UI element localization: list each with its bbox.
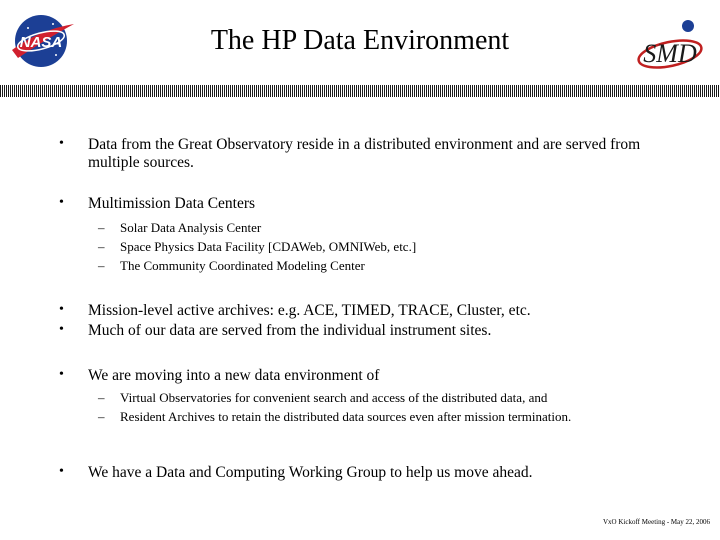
slide-footer: VxO Kickoff Meeting - May 22, 2006: [603, 518, 710, 526]
sub-text: Virtual Observatories for convenient search and access of the distributed data, and: [120, 390, 548, 405]
svg-text:SMD: SMD: [643, 39, 697, 68]
bullet-icon: •: [59, 464, 64, 479]
dash-icon: –: [98, 258, 105, 273]
bullet-icon: •: [59, 136, 64, 151]
bullet-icon: •: [59, 195, 64, 210]
slide-title: The HP Data Environment: [210, 25, 510, 56]
dash-icon: –: [98, 239, 105, 254]
sub-text: Solar Data Analysis Center: [120, 220, 262, 235]
sub-text: The Community Coordinated Modeling Center: [120, 258, 365, 273]
sub-text: Space Physics Data Facility [CDAWeb, OMNIWeb, etc.]: [120, 239, 417, 254]
sub-text: Resident Archives to retain the distributed data sources even after mission termination.: [120, 409, 572, 424]
dash-icon: –: [98, 390, 105, 405]
bullet-icon: •: [59, 302, 64, 317]
title-divider: [0, 85, 720, 97]
bullet-text: We have a Data and Computing Working Group to help us move ahead.: [88, 464, 533, 481]
dash-icon: –: [98, 220, 105, 235]
bullet-icon: •: [59, 322, 64, 337]
svg-text:NASA: NASA: [19, 34, 63, 51]
bullet-text: We are moving into a new data environment of: [88, 367, 380, 384]
bullet-icon: •: [59, 367, 64, 382]
bullet-text: Mission-level active archives: e.g. ACE, TIMED, TRACE, Cluster, etc.: [88, 302, 531, 319]
bullet-text: Multimission Data Centers: [88, 195, 256, 212]
bullet-text: Much of our data are served from the individual instrument sites.: [88, 322, 492, 339]
dash-icon: –: [98, 409, 105, 424]
bullet-text: Data from the Great Observatory reside in a distributed environment and are served from multiple sources.: [88, 136, 641, 171]
